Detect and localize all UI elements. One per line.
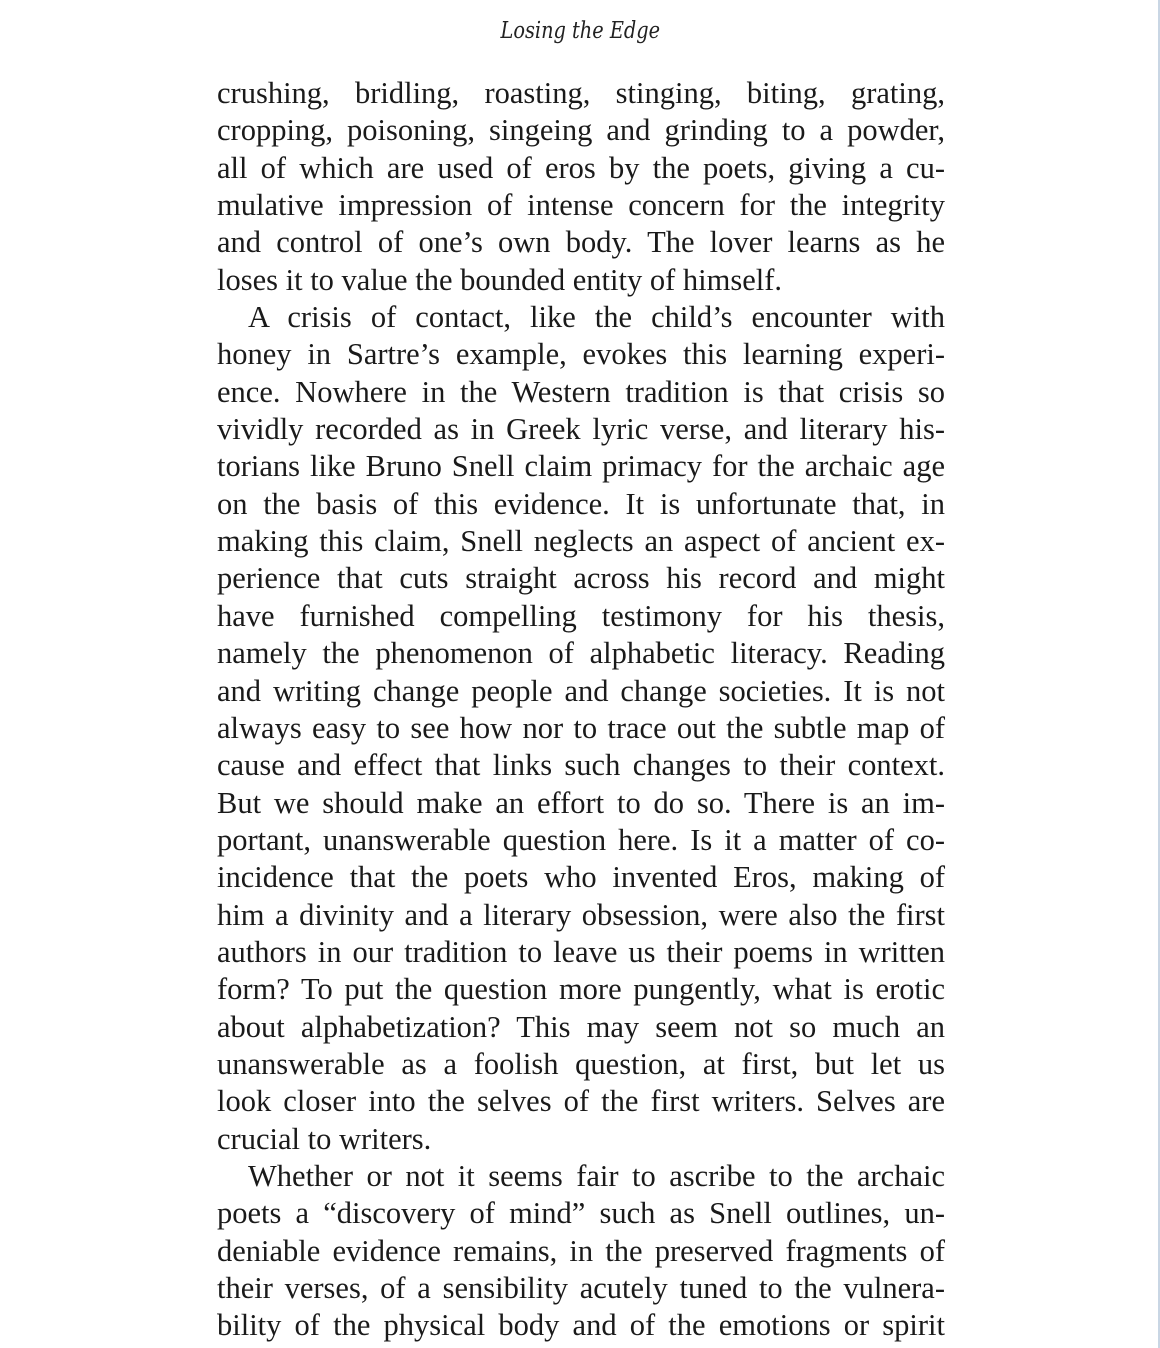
text-line: ence. Nowhere in the Western tradition is that crisis so [217, 374, 945, 409]
text-line: form? To put the question more pungently, what is erotic [217, 972, 945, 1007]
text-line: vividly recorded as in Greek lyric verse, and literary his- [217, 412, 945, 447]
text-line: But we should make an effort to do so. There is an im- [217, 785, 945, 820]
text-line: incidence that the poets who invented Eros, making of [217, 860, 945, 895]
text-line: torians like Bruno Snell claim primacy for the archaic age [217, 449, 945, 484]
text-line: poets a “discovery of mind” such as Snell outlines, un- [217, 1196, 945, 1231]
text-line: have furnished compelling testimony for his thesis, [217, 598, 945, 633]
text-line: deniable evidence remains, in the preserved fragments of [217, 1233, 945, 1268]
text-line: always easy to see how nor to trace out the subtle map of [217, 710, 945, 745]
text-line: crushing, bridling, roasting, stinging, biting, grating, [217, 76, 945, 110]
text-line: him a divinity and a literary obsession, were also the first [217, 897, 945, 932]
text-line: perience that cuts straight across his record and might [217, 561, 945, 596]
text-line: cause and effect that links such changes to their context. [217, 748, 945, 783]
text-line: authors in our tradition to leave us their poems in written [217, 934, 945, 969]
text-line: A crisis of contact, like the child’s encounter with [248, 300, 945, 335]
text-line: Whether or not it seems fair to ascribe to the archaic [248, 1158, 945, 1193]
running-header: Losing the Edge [500, 18, 661, 44]
text-line: mulative impression of intense concern for the integrity [217, 188, 945, 223]
body-text [217, 75, 945, 1345]
paragraph [217, 75, 945, 299]
text-line: on the basis of this evidence. It is unfortunate that, in [217, 486, 945, 521]
text-line: about alphabetization? This may seem not so much an [217, 1009, 945, 1044]
paragraph [217, 299, 945, 1158]
text-line: honey in Sartre’s example, evokes this learning experi- [217, 337, 945, 372]
text-line: crucial to writers. [217, 1121, 432, 1156]
text-line: all of which are used of eros by the poets, giving a cu- [217, 150, 945, 185]
text-line: cropping, poisoning, singeing and grinding to a powder, [217, 113, 945, 148]
text-line: and writing change people and change societies. It is not [217, 673, 945, 708]
text-line: making this claim, Snell neglects an aspect of ancient ex- [217, 524, 945, 559]
text-line: unanswerable as a foolish question, at first, but let us [217, 1046, 945, 1081]
paragraph [217, 1158, 945, 1345]
text-line: and control of one’s own body. The lover learns as he [217, 225, 945, 260]
text-line: their verses, of a sensibility acutely tuned to the vulnera- [217, 1271, 945, 1305]
text-line: loses it to value the bounded entity of himself. [217, 262, 782, 297]
text-line: bility of the physical body and of the emotions or spirit [217, 1308, 945, 1343]
text-line: namely the phenomenon of alphabetic literacy. Reading [217, 636, 945, 671]
text-line: look closer into the selves of the first writers. Selves are [217, 1084, 945, 1119]
text-line: portant, unanswerable question here. Is it a matter of co- [217, 822, 945, 857]
